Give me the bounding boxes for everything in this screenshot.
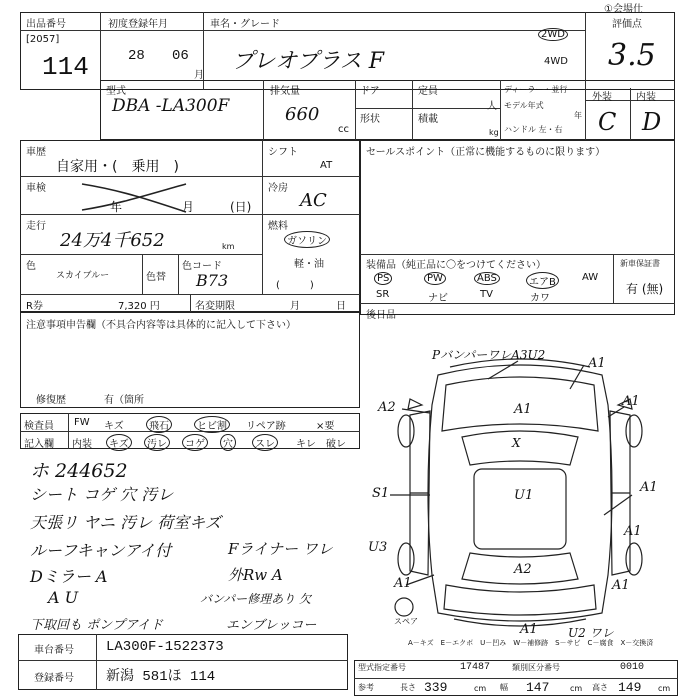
car-name-label: 車名・グレード (210, 19, 280, 30)
fuel-paren: ( ) (276, 280, 314, 291)
equip-leather: カワ (530, 293, 550, 304)
shift-value: AT (320, 160, 333, 171)
ref-label: 参考 (358, 683, 374, 692)
entry-interior: 内装 (72, 439, 92, 450)
length-label: 長さ (400, 683, 416, 692)
damage-mark: A1 (514, 402, 532, 417)
category-label: 類別区分番号 (512, 663, 560, 672)
entry-burn: コゲ (182, 434, 208, 451)
fuel-label: 燃料 (268, 221, 288, 232)
remark-line: ルーフキャンアイ付 (30, 541, 172, 560)
door-label: ドア (360, 86, 380, 97)
caution-label: 注意事項申告欄（不具合内容等は具体的に記入して下さい） (26, 320, 296, 331)
entry-label: 記入欄 (24, 439, 54, 450)
shape-label: 形状 (360, 114, 380, 125)
reg-month-unit: 月 (194, 70, 204, 81)
equip-abs: ABS (474, 272, 500, 285)
sales-point-label: セールスポイント（正常に機能するものに限ります） (366, 147, 606, 158)
displacement-unit: cc (338, 124, 349, 135)
damage-mark: A1 (588, 356, 606, 371)
damage-mark: U3 (368, 540, 388, 555)
equip-tv: TV (480, 289, 493, 300)
displacement-label: 排気量 (270, 86, 300, 97)
damage-mark: A1 (612, 578, 630, 593)
capacity-label: 定員 (418, 86, 438, 97)
mileage-unit: km (222, 242, 235, 251)
lot-label: 出品番号 (26, 19, 66, 30)
entry-stain: 汚レ (144, 434, 170, 451)
drive-4wd: 4WD (544, 56, 568, 67)
color-value: スカイブルー (56, 271, 110, 281)
equip-aw: AW (582, 272, 599, 283)
height-value: 149 (618, 680, 642, 695)
plate-value: 新潟 581ほ 114 (106, 669, 216, 685)
damage-mark: U2 ワレ (568, 626, 614, 640)
model-year-unit: 年 (574, 111, 582, 120)
remark-line: Dミラー A (30, 567, 108, 586)
inspection-day: (日) (230, 200, 252, 214)
inspector-label: 検査員 (24, 421, 54, 432)
remark-line: シート コゲ 穴 汚レ (30, 485, 174, 504)
displacement-value: 660 (285, 104, 320, 125)
score-label: 評価点 (612, 19, 642, 30)
length-unit: cm (474, 684, 487, 693)
lot-number: 114 (42, 52, 89, 82)
capacity-unit: 人 (487, 101, 497, 112)
damage-mark: X (512, 436, 521, 450)
reg-year: 28 (128, 48, 145, 64)
plate-label: 登録番号 (34, 673, 74, 684)
insp-crack: ヒビ割 (194, 416, 230, 433)
type-label: 型式指定番号 (358, 663, 406, 672)
model-value: DBA -LA300F (112, 96, 230, 116)
damage-mark: A1 (520, 622, 538, 637)
car-name: プレオプラス F (232, 49, 385, 74)
use-value: 自家用・( 乗用 ) (56, 159, 179, 175)
color-code-value: B73 (196, 271, 229, 290)
remark-line: Fライナー ワレ (228, 540, 333, 558)
equip-navi: ナビ (428, 293, 448, 304)
fuel-gasoline: ガソリン (284, 231, 330, 248)
color-replace-label: 色替 (146, 272, 166, 283)
repair-label: 修復歴 (36, 395, 66, 406)
equip-airbag: エアB (526, 272, 559, 289)
remark-line: バンパー修理あり 欠 (200, 592, 311, 606)
insp-need: ×要 (316, 421, 335, 432)
fuel-diesel: 軽・油 (294, 259, 324, 270)
equip-sr: SR (376, 289, 390, 300)
lot-code: [2057] (26, 34, 60, 45)
damage-mark: A2 (514, 562, 532, 577)
mileage-value: 24万4千652 (60, 230, 165, 251)
ac-label: 冷房 (268, 183, 288, 194)
remark-line: 下取回も ポンプアイド (30, 618, 163, 633)
damage-legend: A－キズ E－エクボ U－凹み W－補修跡 S－サビ C－腐食 X－交換済 (408, 639, 654, 647)
shift-label: シフト (268, 147, 298, 158)
load-label: 積載 (418, 114, 438, 125)
warranty-value: 有 (無) (626, 282, 664, 296)
recycle-label: R券 (26, 301, 43, 312)
mileage-label: 走行 (26, 221, 46, 232)
new-car-label: 新車保証書 (620, 259, 660, 268)
after-label: 後日品 (366, 310, 396, 321)
insp-scratch: キズ (104, 421, 124, 432)
entry-scuff: スレ (252, 434, 278, 451)
color-label: 色 (26, 261, 36, 272)
inspection-year: 年 (110, 200, 123, 214)
damage-mark: PバンパーワレA3U2 (432, 348, 546, 362)
remark-line: 天張リ ヤニ 汚レ 荷室キズ (30, 513, 221, 532)
model-label: 型式 (106, 86, 126, 97)
insp-chip: 飛石 (146, 416, 172, 433)
score-value: 3.5 (608, 38, 656, 73)
handle-label: ハンドル 左・右 (504, 125, 563, 134)
insp-repair: リペア跡 (246, 421, 286, 432)
damage-mark: A1 (394, 576, 412, 591)
remark-line: 外Rw A (228, 566, 283, 584)
entry-scratch: キズ (106, 434, 132, 451)
inspection-strike (80, 180, 190, 214)
category-value: 0010 (620, 662, 645, 673)
length-value: 339 (424, 680, 448, 695)
height-label: 高さ (592, 683, 608, 692)
model-year-label: モデル年式 (504, 101, 544, 110)
width-label: 幅 (500, 683, 508, 692)
width-value: 147 (526, 680, 550, 695)
damage-mark: A1 (640, 480, 658, 495)
remark-line: ホ 244652 (30, 460, 128, 482)
damage-mark: S1 (372, 486, 390, 501)
exterior-label: 外装 (592, 92, 612, 103)
equipment-label: 装備品（純正品に〇をつけてください） (366, 260, 546, 271)
remark-line: A U (48, 588, 79, 607)
insp-fw: FW (74, 417, 90, 428)
load-unit: kg (489, 128, 499, 137)
inspection-label: 車検 (26, 183, 46, 194)
chassis-value: LA300F-1522373 (106, 639, 224, 655)
ac-value: AC (300, 190, 327, 211)
damage-mark: U1 (514, 488, 534, 503)
dealer-label: ディーラー・並行 (504, 85, 568, 94)
auction-site: ①会場仕 (604, 4, 643, 15)
damage-mark: A1 (622, 394, 640, 409)
entry-cut: キレ (296, 439, 316, 450)
entry-hole: 穴 (220, 434, 236, 451)
reg-month: 06 (172, 48, 189, 64)
damage-mark: A1 (624, 524, 642, 539)
recycle-value: 7,320 円 (118, 301, 160, 312)
entry-tear: 破レ (326, 439, 346, 450)
exterior-grade: C (598, 108, 617, 136)
width-unit: cm (570, 684, 583, 693)
damage-mark: A2 (378, 400, 396, 415)
interior-label: 内装 (636, 92, 656, 103)
spare-label: スペア (394, 617, 418, 626)
height-unit: cm (658, 684, 671, 693)
reg-label: 初度登録年月 (108, 19, 168, 30)
drive-2wd: 2WD (538, 28, 568, 41)
repair-value: 有（箇所 (104, 395, 144, 406)
inspection-month: 月 (182, 200, 195, 214)
use-label: 車歴 (26, 147, 46, 158)
remark-line: エンブレッコー (226, 618, 317, 633)
name-change-month: 月 (290, 301, 300, 312)
color-code-label: 色コード (182, 261, 222, 272)
type-value: 17487 (460, 662, 491, 673)
equip-ps: PS (374, 272, 392, 285)
name-change-label: 名変期限 (195, 301, 235, 312)
chassis-label: 車台番号 (34, 645, 74, 656)
equip-pw: PW (424, 272, 446, 285)
interior-grade: D (642, 108, 662, 136)
name-change-day: 日 (336, 301, 346, 312)
